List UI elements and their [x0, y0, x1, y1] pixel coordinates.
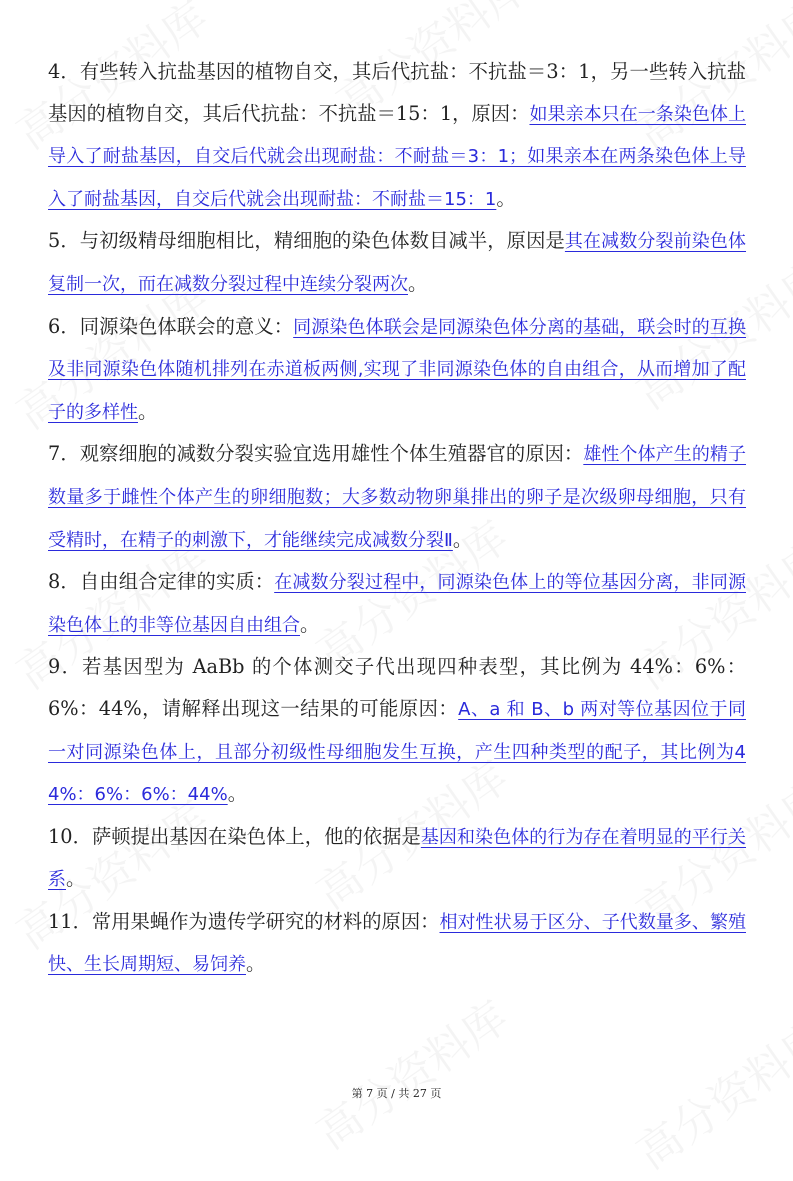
- period: 。: [300, 612, 320, 636]
- answer-text: 相对性状易于区分、子代数量多、繁殖快、生长周期短、易饲养: [48, 911, 746, 976]
- watermark: [302, 983, 519, 1162]
- answer-text: 同源染色体联会是同源染色体分离的基础，联会时的互换及非同源染色体随机排列在赤道板两侧,实现了非同源染色体的自由组合，从而增加了配子的多样性: [48, 316, 746, 423]
- question-text: 4．有些转入抗盐基因的植物自交，其后代抗盐：不抗盐＝3：1，另一些转入抗盐基因的植物自交，其后代抗盐：不抗盐＝15：1，原因：: [48, 60, 746, 125]
- answer-text: 基因和染色体的行为存在着明显的平行关系: [48, 826, 746, 891]
- question-11: [48, 901, 746, 986]
- page-number-footer: 第 7 页 / 共 27 页: [351, 1087, 442, 1100]
- question-text: 11．常用果蝇作为遗传学研究的材料的原因：: [48, 909, 440, 933]
- answer-text: A、a 和 B、b 两对等位基因位于同一对同源染色体上，且部分初级性母细胞发生互换，产生四种类型的配子，其比例为44%：6%：6%：44%: [48, 698, 746, 806]
- period: 。: [452, 527, 473, 551]
- answer-text: 雄性个体产生的精子数量多于雌性个体产生的卵细胞数；大多数动物卵巢排出的卵子是次级卵母细胞，只有受精时，在精子的刺激下，才能继续完成减数分裂Ⅱ: [48, 444, 747, 551]
- question-10: [48, 816, 746, 901]
- document-body: [48, 51, 746, 986]
- question-6: [48, 306, 746, 434]
- period: 。: [138, 399, 158, 423]
- period: 。: [496, 186, 516, 210]
- answer-text: 如果亲本只在一条染色体上导入了耐盐基因，自交后代就会出现耐盐：不耐盐＝3：1；如果亲本在两条染色体上导入了耐盐基因，自交后代就会出现耐盐：不耐盐＝15：1: [48, 103, 746, 210]
- question-text: 5．与初级精母细胞相比，精细胞的染色体数目减半，原因是: [48, 229, 565, 253]
- answer-text: 其在减数分裂前染色体复制一次，而在减数分裂过程中连续分裂两次: [48, 231, 747, 295]
- question-5: [48, 220, 746, 305]
- question-9: [48, 646, 746, 815]
- period: 。: [227, 782, 247, 806]
- question-text: 6．同源染色体联会的意义：: [48, 314, 294, 338]
- question-7: [48, 433, 746, 561]
- period: 。: [246, 952, 266, 976]
- question-8: [48, 561, 746, 646]
- period: 。: [66, 867, 86, 891]
- question-4: [48, 51, 746, 220]
- question-text: 9．若基因型为 AaBb 的个体测交子代出现四种表型，其比例为 44%：6%：6%：44%，请解释出现这一结果的可能原因：: [48, 655, 746, 720]
- question-text: 10．萨顿提出基因在染色体上，他的依据是: [48, 824, 421, 848]
- question-text: 7．观察细胞的减数分裂实验宜选用雄性个体生殖器官的原因：: [48, 442, 584, 466]
- answer-text: 在减数分裂过程中，同源染色体上的等位基因分离，非同源染色体上的非等位基因自由组合: [48, 572, 746, 636]
- question-text: 8．自由组合定律的实质：: [48, 570, 275, 594]
- period: 。: [408, 271, 428, 295]
